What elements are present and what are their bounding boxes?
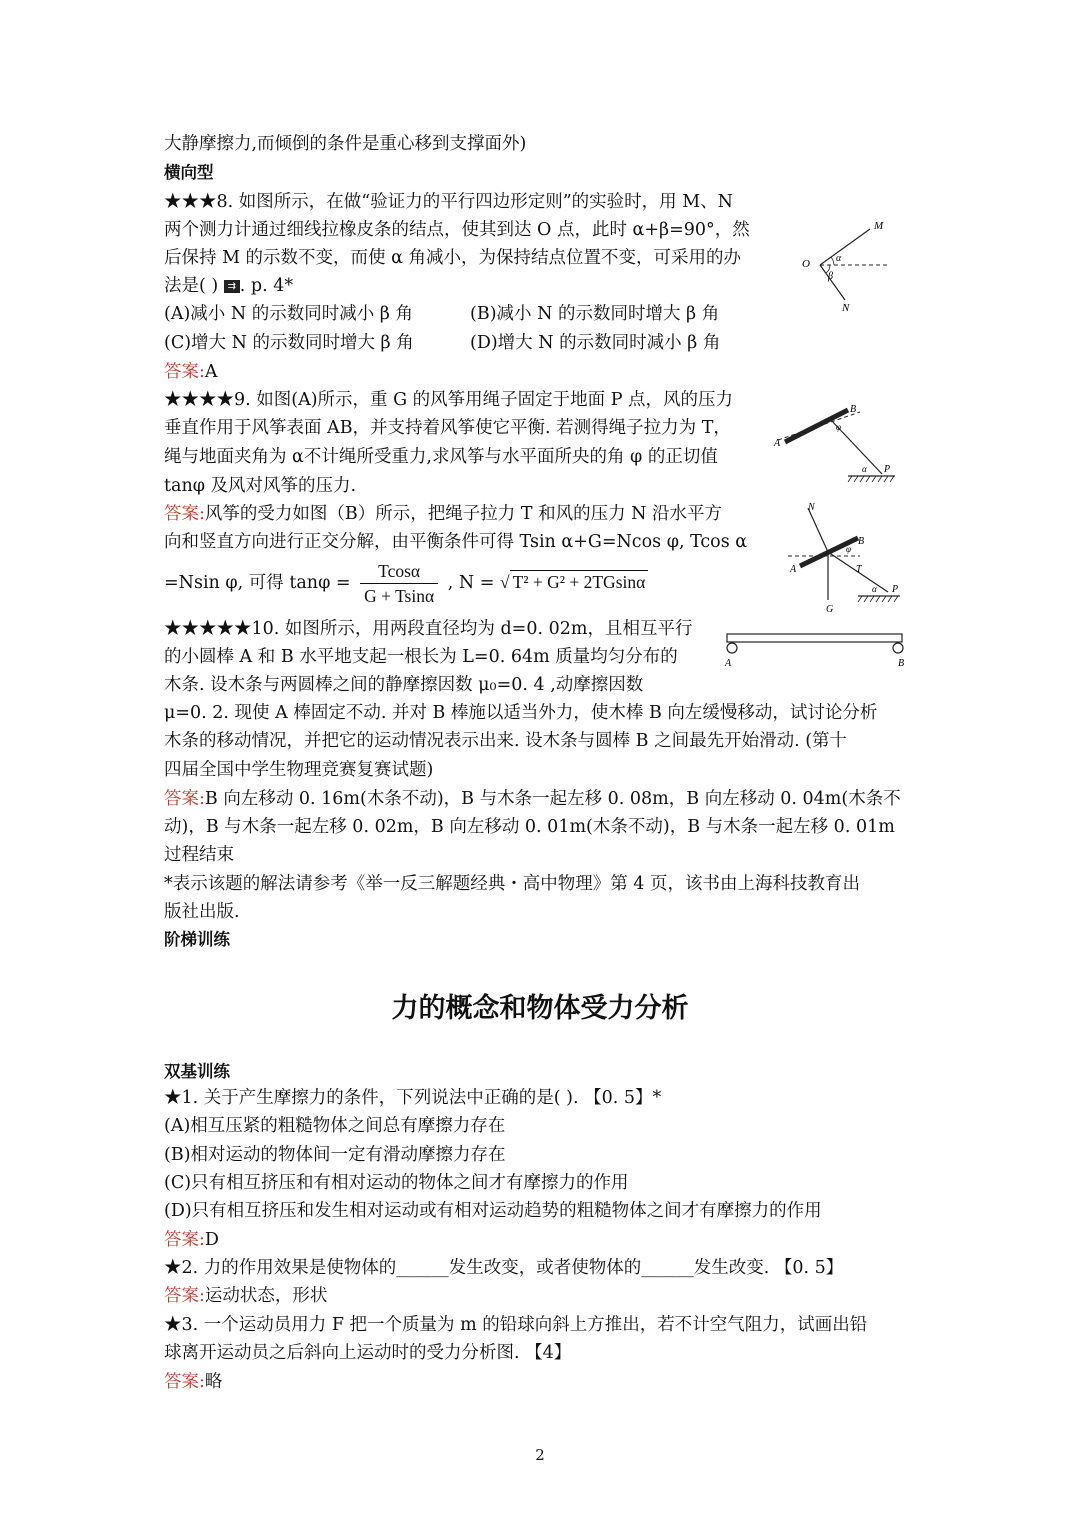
label-p: P (892, 584, 899, 595)
q8-options-row-1 (164, 300, 413, 328)
text-line: 大静摩擦力,而倾倒的条件是重心移到支撑面外) (164, 134, 527, 154)
q10-line-5: 木条的移动情况，并把它的运动情况表示出来. 设木条与圆棒 B 之间最先开始滑动. (第十 (164, 731, 848, 751)
note-line-1: *表示该题的解法请参考《举一反三解题经典・高中物理》第 4 页，该书由上海科技教育出 (164, 874, 861, 894)
q10-line-2: 的小圆棒 A 和 B 水平地支起一根长为 L=0. 64m 质量均匀分布的 (164, 647, 678, 667)
q3-line-1: ★3. 一个运动员用力 F 把一个质量为 m 的铅球向斜上方推出，若不计空气阻力，试画出铅 (164, 1315, 868, 1335)
q8-line-4 (164, 272, 293, 300)
q1-option-a: (A)相互压紧的粗糙物体之间总有摩擦力存在 (164, 1116, 506, 1136)
q8-option-d: (D)增大 N 的示数同时减小 β 角 (470, 333, 721, 353)
q1-option-b: (B)相对运动的物体间一定有滑动摩擦力存在 (164, 1145, 506, 1165)
label-b: B (898, 658, 905, 669)
label-g: G (826, 604, 834, 615)
m-string (820, 229, 870, 265)
wind-force-n (808, 508, 828, 552)
q9-line-2: 垂直作用于风筝表面 AB，并支持着风筝使它平衡. 若测得绳子拉力为 T， (164, 418, 731, 438)
q10-answer-3: 过程结束 (164, 845, 234, 865)
answer-label: 答案: (164, 362, 205, 382)
q9a-kite-diagram (770, 400, 900, 495)
q9-line-3: 绳与地面夹角为 α不计绳所受重力,求风筝与水平面所央的角 φ 的正切值 (164, 447, 718, 467)
label-b: B (850, 404, 857, 415)
q9-answer-2: 向和竖直方向进行正交分解，由平衡条件可得 Tsin α+G=Ncos φ, Tcos α (164, 532, 748, 552)
label-m: M (874, 220, 884, 232)
q10-answer-2: 动)，B 与木条一起左移 0. 02m，B 向左移动 0. 01m(木条不动)，B 与木条一起左移 0. 01m (164, 817, 895, 837)
label-alpha: α (862, 464, 867, 474)
label-beta: β (828, 271, 833, 282)
section-heading: 双基训练 (164, 1062, 230, 1081)
q8-line-3: 后保持 M 的示数不变，而使 α 角减小，为保持结点位置不变，可采用的办 (164, 248, 741, 268)
label-n: N (808, 502, 815, 513)
reference-icon[interactable]: ⇉ (224, 280, 240, 293)
section-heading: 阶梯训练 (164, 930, 230, 949)
q1-answer (164, 1226, 219, 1254)
q1-option-c: (C)只有相互挤压和有相对运动的物体之间才有摩擦力的作用 (164, 1173, 629, 1193)
q3-line-2: 球离开运动员之后斜向上运动时的受力分析图. 【4】 (164, 1343, 572, 1363)
q8-blank-text: 法是( ) (164, 276, 219, 296)
answer-label: 答案: (164, 1286, 205, 1306)
q8-option-a: (A)减小 N 的示数同时减小 β 角 (164, 304, 413, 324)
q9b-force-diagram (780, 500, 905, 615)
q8-answer (164, 358, 218, 386)
label-alpha: α (872, 584, 877, 594)
q9-answer-3 (164, 558, 648, 608)
q3-answer (164, 1368, 222, 1396)
page-title: 力的概念和物体受力分析 (391, 993, 689, 1024)
answer-value: A (204, 362, 218, 382)
q2-answer (164, 1282, 327, 1310)
label-a: A (725, 658, 732, 669)
q10-line-1: ★★★★★10. 如图所示，用两段直径均为 d=0. 02m，且相互平行 (164, 619, 693, 639)
alpha-arc (831, 257, 834, 265)
rod-b (893, 643, 903, 653)
answer-text: B 向左移动 0. 16m(木条不动)，B 与木条一起左移 0. 08m，B 向左移动 0. 04m(木条不 (204, 789, 901, 809)
q8-force-diagram (790, 215, 900, 315)
q9-line-1: ★★★★9. 如图(A)所示，重 G 的风筝用绳子固定于地面 P 点，风的压力 (164, 390, 734, 410)
q8-line-1: ★★★8. 如图所示，在做“验证力的平行四边形定则”的实验时，用 M、N (164, 192, 733, 212)
page-number: 2 (535, 1446, 545, 1464)
q8-option-b: (B)减小 N 的示数同时增大 β 角 (470, 304, 720, 324)
answer-label: 答案: (164, 1372, 205, 1392)
q9-answer-1 (164, 500, 722, 528)
label-a: A (790, 564, 797, 575)
q2-stem: ★2. 力的作用效果是使物体的______发生改变，或者使物体的______发生改变. 【0. 5】 (164, 1258, 844, 1278)
q10-line-3: 木条. 设木条与两圆棒之间的静摩擦因数 μ₀=0. 4 ,动摩擦因数 (164, 675, 644, 695)
formula-prefix: =Nsin φ, 可得 tanφ = (164, 573, 351, 593)
q10-line-4: μ=0. 2. 现使 A 棒固定不动. 并对 B 棒施以适当外力，使木棒 B 向左缓慢移动，试讨论分析 (164, 703, 878, 723)
q1-stem: ★1. 关于产生摩擦力的条件，下列说法中正确的是( ). 【0. 5】* (164, 1088, 662, 1108)
q1-option-d: (D)只有相互挤压和发生相对运动或有相对运动趋势的粗糙物体之间才有摩擦力的作用 (164, 1201, 822, 1221)
label-phi: φ (846, 544, 851, 554)
answer-text: 风筝的受力如图（B）所示，把绳子拉力 T 和风的压力 N 沿水平方 (204, 504, 723, 524)
label-t: T (856, 564, 862, 575)
q10-line-6: 四届全国中学生物理竞赛复赛试题) (164, 760, 434, 780)
answer-label: 答案: (164, 1230, 205, 1250)
label-n: N (842, 302, 850, 314)
label-a: A (774, 438, 781, 449)
q9-line-4: tanφ 及风对风筝的压力. (164, 476, 357, 496)
fraction-numerator: Tcosα (360, 559, 438, 584)
label-b: B (858, 536, 865, 547)
wooden-plank (727, 634, 902, 642)
q10-plank-diagram (722, 628, 912, 670)
answer-text: 运动状态，形状 (204, 1286, 328, 1306)
fraction-denominator: G + Tsinα (364, 586, 435, 606)
sqrt-radicand: T² + G² + 2TGsinα (510, 570, 649, 593)
answer-value: D (204, 1230, 219, 1250)
label-phi: φ (836, 422, 841, 432)
q10-answer-1 (164, 785, 901, 813)
section-heading: 横向型 (164, 163, 214, 182)
answer-label: 答案: (164, 789, 205, 809)
ground-hatch (848, 476, 894, 482)
label-p: P (884, 464, 891, 475)
sqrt-expression: √ T² + G² + 2TGsinα (500, 572, 648, 592)
formula-mid: , N = (447, 573, 495, 593)
label-o: O (802, 258, 810, 270)
answer-label: 答案: (164, 504, 205, 524)
ground-hatch (858, 596, 898, 602)
answer-text: 略 (204, 1372, 223, 1392)
q8-ref-text: . p. 4* (239, 276, 294, 296)
fraction (360, 559, 438, 608)
q8-option-c: (C)增大 N 的示数同时增大 β 角 (164, 333, 414, 353)
label-alpha: α (836, 253, 842, 264)
rod-a (727, 643, 737, 653)
q8-line-2: 两个测力计通过细线拉橡皮条的结点，使其到达 O 点，此时 α+β=90°，然 (164, 220, 750, 240)
note-line-2: 版社出版. (164, 902, 240, 922)
